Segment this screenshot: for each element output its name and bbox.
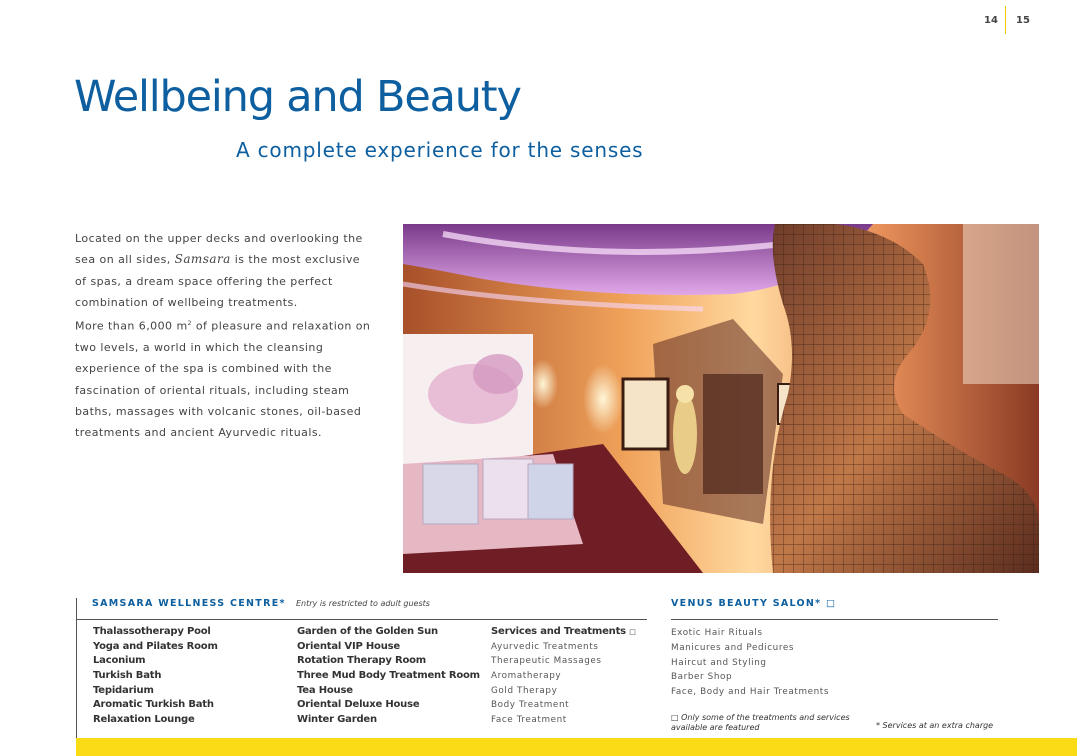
treatments-footnote: □ Only some of the treatments and services available are featured [671,713,850,732]
facility-item: Yoga and Pilates Room [93,640,218,652]
services-column [491,625,636,728]
intro-text [75,228,375,444]
facilities-column-1 [93,625,218,728]
wellness-note: Entry is restricted to adult guests [296,599,430,608]
page-number-left: 14 [984,15,998,26]
services-mark: □ [629,628,636,636]
service-item: Ayurvedic Treatments [491,641,599,652]
venus-services-list [671,626,829,700]
service-item: Face Treatment [491,715,567,726]
facility-item: Winter Garden [297,714,377,726]
page-number-right: 15 [1016,15,1030,26]
wellness-divider [77,619,647,620]
venus-service-item: Face, Body and Hair Treatments [671,687,830,698]
page-title: Wellbeing and Beauty [74,72,521,122]
facility-item: Three Mud Body Treatment Room [297,670,480,682]
facility-item: Thalassotherapy Pool [93,626,211,637]
facility-item: Garden of the Golden Sun [297,626,438,637]
facility-item: Oriental Deluxe House [297,699,420,711]
facility-item: Tea House [297,684,353,696]
intro-paragraph-1: Located on the upper decks and overlooking the sea on all sides, Samsara is the most exclusive of spas, a dream space offering the perfect combination of wellbeing treatments. [75,232,363,309]
venus-service-item: Manicures and Pedicures [671,642,795,653]
venus-service-item: Barber Shop [671,672,733,683]
wellness-heading: SAMSARA WELLNESS CENTRE* [92,598,286,609]
venus-service-item: Haircut and Styling [671,657,767,668]
service-item: Body Treatment [491,700,570,711]
facility-item: Aromatic Turkish Bath [93,699,214,711]
footer-bar [76,738,1077,756]
page-subtitle: A complete experience for the senses [236,138,644,162]
extra-charge-note: * Services at an extra charge [876,721,994,730]
service-item: Therapeutic Massages [491,656,602,667]
intro-paragraph-2: More than 6,000 $m^2$ of pleasure and relaxation on two levels, a world in which the cleansing experience of the spa is combined with the fascination of oriental rituals, including steam baths, massages with volcanic stones, oil-based treatments and ancient Ayurvedic rituals. [75,319,371,440]
service-item: Aromatherapy [491,671,562,682]
facility-item: Oriental VIP House [297,640,400,652]
brand-name: Samsara [174,252,231,267]
facility-item: Tepidarium [93,684,154,696]
service-item: Gold Therapy [491,685,558,696]
wellness-centre-box [76,598,647,738]
facility-item: Relaxation Lounge [93,714,195,726]
facilities-column-2 [297,625,480,728]
venus-heading: VENUS BEAUTY SALON* □ [671,598,837,609]
page-number-divider [1005,6,1006,34]
venus-service-item: Exotic Hair Rituals [671,628,763,638]
venus-divider [671,619,998,620]
facility-item: Laconium [93,655,146,667]
spa-photo [403,224,1039,573]
services-heading: Services and Treatments □ [491,626,636,637]
facility-item: Rotation Therapy Room [297,655,426,667]
facility-item: Turkish Bath [93,670,162,682]
